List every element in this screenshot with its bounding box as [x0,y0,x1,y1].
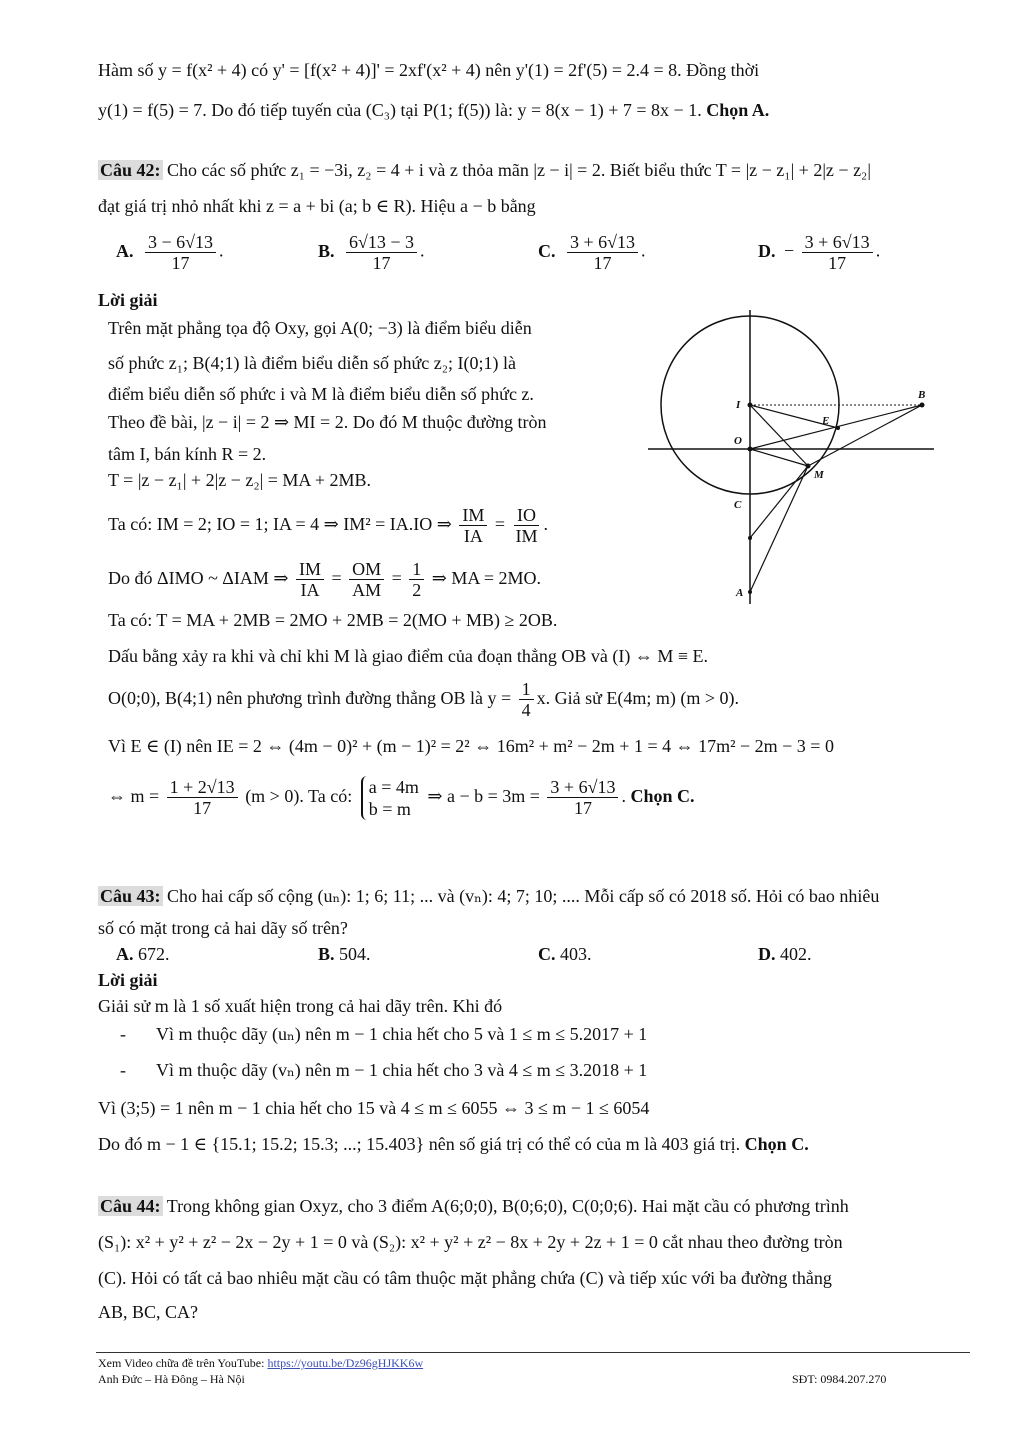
option-key: C. [538,240,556,261]
point-i [748,403,753,408]
q43-sol-line-2: Vì (3;5) = 1 nên m − 1 chia hết cho 15 và 4 ≤ m ≤ 6055 ⇔ 3 ≤ m − 1 ≤ 6054 [98,1098,650,1118]
footer-phone: SĐT: 0984.207.270 [792,1372,887,1386]
footer-divider [96,1352,970,1353]
q43-bullet-1: - Vì m thuộc dãy (uₙ) nên m − 1 chia hết cho 5 và 1 ≤ m ≤ 5.2017 + 1 [120,1024,648,1044]
geometry-figure [648,308,938,608]
q42-label: Câu 42: [100,160,161,180]
fraction: $\frac{1 + 2√13}{17}$ [167,777,238,818]
intro-choice: Chọn A. [706,100,770,120]
fraction: $\frac{1}{4}$ [519,679,534,720]
footer-author: Anh Đức – Hà Đông – Hà Nội [98,1372,245,1386]
segment-ma [750,466,808,592]
label-b: B [918,389,926,401]
intro-line-2 [98,98,769,122]
label-e: E [822,415,830,427]
q42-sol-line-8: Do đó ΔIMO ~ ΔIAM ⇒ $\frac{IM}{IA}$ = $\frac{OM}{AM}$ = $\frac{1}{2}$ ⇒ MA = 2MO. [108,559,542,601]
label-a: A [736,587,744,599]
q43-option-c: C. 403. [538,944,592,964]
q43-stem-line-2: số có mặt trong cả hai dãy số trên? [98,918,348,938]
fraction: $\frac{OM}{AM}$ [349,559,384,600]
q42-sol-line-9: Ta có: T = MA + 2MB = 2MO + 2MB = 2(MO + MB) ≥ 2OB. [108,610,558,630]
fraction: $\frac{IM}{IA}$ [296,559,324,600]
q44-text-1: Trong không gian Oxyz, cho 3 điểm A(6;0;0), B(0;6;0), C(0;0;6). Hai mặt cầu có phương trình [166,1196,849,1216]
q43-choice: Chọn C. [744,1134,809,1154]
q43-text-1: Cho hai cấp số cộng (uₙ): 1; 6; 11; ... và (vₙ): 4; 7; 10; .... Mỗi cấp số có 2018 số. Hỏi có bao nhiêu [167,886,880,906]
label-c: C [734,499,742,511]
q43-option-b: B. 504. [318,944,371,964]
q42-option-d: D. − $\frac{3 + 6√13}{17}$ . [758,232,881,273]
option-key: B. [318,240,335,261]
q42-stem-line-1 [98,158,871,182]
q44-stem-line-3: (C). Hỏi có tất cả bao nhiêu mặt cầu có tâm thuộc mặt phẳng chứa (C) và tiếp xúc với ba đường thẳng [98,1268,832,1288]
fraction: $\frac{3 + 6√13}{17}$ [547,777,618,818]
option-fraction: $\frac{3 + 6√13}{17}$ [567,232,638,273]
q43-option-d: D. 402. [758,944,812,964]
segment-mc [750,466,808,538]
q42-solution-title: Lời giải [98,290,158,310]
q43-sol-line-1: Giải sử m là 1 số xuất hiện trong cả hai dãy trên. Khi đó [98,996,503,1016]
q42-choice: Chọn C. [630,786,695,806]
point-e [836,426,840,430]
fraction: $\frac{1}{2}$ [409,559,424,600]
q42-sol-line-1: Trên mặt phẳng tọa độ Oxy, gọi A(0; −3) là điểm biểu diễn [108,318,532,338]
q42-sol-line-5: tâm I, bán kính R = 2. [108,444,267,464]
q44-stem-line-4: AB, BC, CA? [98,1302,199,1322]
label-m: M [814,469,824,481]
q43-option-a: A. 672. [116,944,170,964]
option-fraction: $\frac{3 + 6√13}{17}$ [802,232,873,273]
q42-sol-line-6: T = |z − z₁| + 2|z − z₂| = MA + 2MB. [108,470,372,490]
q44-label: Câu 44: [100,1196,161,1216]
q44-stem-line-2: (S₁): x² + y² + z² − 2x − 2y + 1 = 0 và (S₂): x² + y² + z² − 8x + 2y + 2z + 1 = 0 cắt nhau theo đường tròn [98,1232,843,1252]
option-fraction: $\frac{3 - 6√13}{17}$ [145,232,216,273]
option-key: A. [116,240,134,261]
q42-sol-line-12: Vì E ∈ (I) nên IE = 2 ⇔ (4m − 0)² + (m − 1)² = 2² ⇔ 16m² + m² − 2m + 1 = 4 ⇔ 17m² − 2m − 3 = 0 [108,736,834,756]
footer-video-label: Xem Video chữa đề trên YouTube: [98,1356,265,1370]
q44-stem-line-1 [98,1194,849,1218]
q42-sol-line-13: ⇔ m = $\frac{1 + 2√13}{17}$ (m > 0). Ta có: a = 4m b = m ⇒ a − b = 3m = $\frac{3 + 6√13}{17}$ . Chọn C. [108,776,695,819]
q42-sol-line-2: số phức z₁; B(4;1) là điểm biểu diễn số phức z₂; I(0;1) là [108,353,516,373]
point-b [920,403,925,408]
fraction: $\frac{IO}{IM}$ [515,505,538,547]
equation-system: a = 4m b = m [361,776,419,820]
q42-sol-line-10: Dấu bằng xảy ra khi và chỉ khi M là giao điểm của đoạn thẳng OB và (I) ⇔ M ≡ E. [108,646,708,666]
q42-stem-line-2: đạt giá trị nhỏ nhất khi z = a + bi (a; b ∈ R). Hiệu a − b bằng [98,196,536,216]
q43-bullet-2: - Vì m thuộc dãy (vₙ) nên m − 1 chia hết cho 3 và 4 ≤ m ≤ 3.2018 + 1 [120,1060,648,1080]
q42-sol-line-3: điểm biểu diễn số phức i và M là điểm biểu diễn số phức z. [108,384,534,404]
q42-sol-line-4: Theo đề bài, |z − i| = 2 ⇒ MI = 2. Do đó M thuộc đường tròn [108,412,547,432]
q42-text-1: Cho các số phức z₁ = −3i, z₂ = 4 + i và z thỏa mãn |z − i| = 2. Biết biểu thức T = |z − z₁| + 2|z − z₂| [167,160,871,180]
label-i: I [736,399,741,411]
q43-solution-title: Lời giải [98,970,158,990]
segment-im [750,405,808,466]
q42-option-c: C. $\frac{3 + 6√13}{17}$ . [538,232,646,273]
q43-sol-line-3: Do đó m − 1 ∈ {15.1; 15.2; 15.3; ...; 15.403} nên số giá trị có thể có của m là 403 giá trị. Chọn C. [98,1134,809,1154]
q42-option-b: B. $\frac{6√13 - 3}{17}$ . [318,232,425,273]
q43-stem-line-1 [98,884,879,908]
youtube-link[interactable]: https://youtu.be/Dz96gHJKK6w [267,1356,424,1370]
intro-line-2-text: y(1) = f(5) = 7. Do đó tiếp tuyến của (C₃) tại P(1; f(5)) là: y = 8(x − 1) + 7 = 8x − 1. [98,100,702,120]
q42-sol-line-7: Ta có: IM = 2; IO = 1; IA = 4 ⇒ IM² = IA.IO ⇒ $\frac{IM}{IA}$ = $\frac{IO}{IM}$ . [108,505,549,547]
option-fraction: $\frac{6√13 - 3}{17}$ [346,232,417,273]
q42-sol-line-11: O(0;0), B(4;1) nên phương trình đường thẳng OB là y = $\frac{1}{4}$ x. Giả sử E(4m; m) (m > 0). [108,679,740,721]
fraction: $\frac{IM}{IA}$ [459,505,487,546]
point-o [748,447,753,452]
q42-option-a: A. $\frac{3 - 6√13}{17}$ . [116,232,224,273]
point-a [748,590,752,594]
point-c [748,536,752,540]
intro-line-1: Hàm số y = f(x² + 4) có y' = [f(x² + 4)]' = 2xf'(x² + 4) nên y'(1) = 2f'(5) = 2.4 = 8. Đồng thời [98,60,760,80]
point-m [806,464,811,469]
label-o: O [734,435,742,447]
option-key: D. [758,240,776,261]
q43-label: Câu 43: [100,886,161,906]
footer-video [98,1356,423,1370]
